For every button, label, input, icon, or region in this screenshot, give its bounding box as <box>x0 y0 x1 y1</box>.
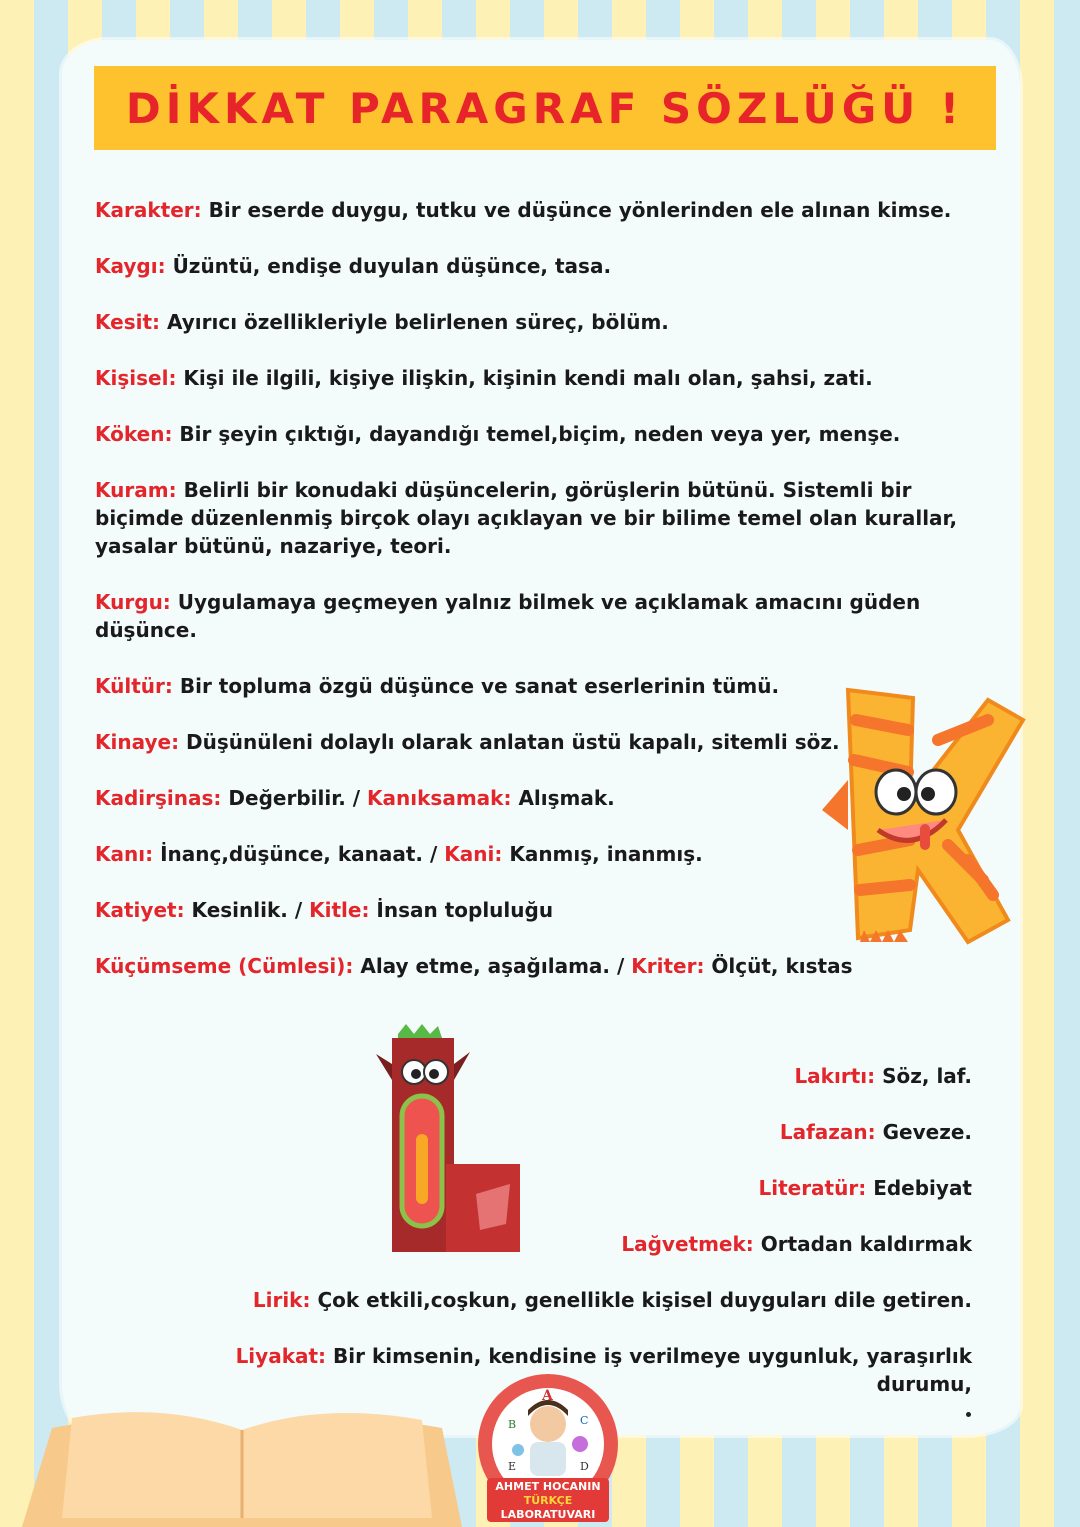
letter-k-monster-illustration <box>818 680 1028 950</box>
entry-term: Kriter: <box>631 954 705 978</box>
glossary-entry <box>95 308 975 336</box>
glossary-entry <box>95 476 975 560</box>
badge-label <box>487 1478 609 1522</box>
entry-definition: Ortadan kaldırmak <box>760 1232 972 1256</box>
badge-line: AHMET HOCANIN <box>495 1480 601 1493</box>
entry-term: Lafazan: <box>779 1120 876 1144</box>
entry-definition: Söz, laf. <box>882 1064 972 1088</box>
badge-letter: B <box>508 1418 517 1431</box>
glossary-entry <box>95 252 975 280</box>
entry-definition: Alay etme, aşağılama. / <box>360 954 632 978</box>
glossary-entry <box>212 1118 972 1146</box>
entry-definition: Edebiyat <box>873 1176 972 1200</box>
entry-term: Kinaye: <box>95 730 180 754</box>
entry-term: Kültür: <box>95 674 173 698</box>
entry-definition: Kişi ile ilgili, kişiye ilişkin, kişinin kendi malı olan, şahsi, zati. <box>183 366 873 390</box>
entry-definition: Uygulamaya geçmeyen yalnız bilmek ve açıklamak amacını güden düşünce. <box>95 590 921 642</box>
glossary-entry <box>212 1062 972 1090</box>
entry-term: Kurgu: <box>95 590 171 614</box>
entry-definition: Kesinlik. / <box>191 898 310 922</box>
glossary-entry <box>95 196 975 224</box>
entry-term: Köken: <box>95 422 173 446</box>
badge-letter: E <box>508 1460 517 1473</box>
open-book-illustration <box>22 1408 462 1527</box>
entry-term: Karakter: <box>95 198 202 222</box>
entry-definition: Ölçüt, kıstas <box>711 954 853 978</box>
badge-letter: C <box>580 1414 589 1427</box>
entry-term: Lakırtı: <box>794 1064 876 1088</box>
entry-definition: Bir kimsenin, kendisine iş verilmeye uygunluk, yaraşırlık durumu, <box>333 1344 972 1396</box>
badge-letter: A <box>542 1388 553 1404</box>
entry-term: Lağvetmek: <box>621 1232 754 1256</box>
glossary-entry <box>95 588 975 644</box>
entry-definition: Bir eserde duygu, tutku ve düşünce yönlerinden ele alınan kimse. <box>208 198 952 222</box>
entry-term: Kitle: <box>309 898 370 922</box>
entry-term: Kani: <box>444 842 503 866</box>
entry-term: Lirik: <box>252 1288 311 1312</box>
badge-line: TÜRKÇE <box>523 1494 573 1507</box>
entry-definition: Üzüntü, endişe duyulan düşünce, tasa. <box>172 254 612 278</box>
entry-definition: Çok etkili,coşkun, genellikle kişisel duyguları dile getiren. <box>317 1288 972 1312</box>
entry-definition: Geveze. <box>882 1120 972 1144</box>
entry-definition: Düşünüleni dolaylı olarak anlatan üstü kapalı, sitemli söz. <box>186 730 840 754</box>
entry-definition: Bir topluma özgü düşünce ve sanat eserlerinin tümü. <box>179 674 780 698</box>
entry-term: Kişisel: <box>95 366 177 390</box>
entry-definition: İnsan topluluğu <box>376 898 554 922</box>
badge-line: LABORATUVARI <box>500 1508 596 1521</box>
entry-definition: Bir şeyin çıktığı, dayandığı temel,biçim, neden veya yer, menşe. <box>179 422 901 446</box>
entry-term: Kaygı: <box>95 254 166 278</box>
glossary-entry <box>95 420 975 448</box>
entry-term: Kesit: <box>95 310 161 334</box>
entry-term: Kadirşinas: <box>95 786 222 810</box>
entry-definition: Alışmak. <box>518 786 615 810</box>
entry-term: Kanıksamak: <box>367 786 512 810</box>
entry-term: Kuram: <box>95 478 177 502</box>
entry-term: Literatür: <box>758 1176 867 1200</box>
entry-definition: Ayırıcı özellikleriyle belirlenen süreç, bölüm. <box>167 310 669 334</box>
entry-definition: Kanmış, inanmış. <box>509 842 703 866</box>
decorative-dot <box>966 1412 971 1417</box>
entry-term: Kanı: <box>95 842 154 866</box>
entry-term: Küçümseme (Cümlesi): <box>95 954 354 978</box>
page-title: DİKKAT PARAGRAF SÖZLÜĞÜ ! <box>125 83 965 133</box>
entry-definition: Belirli bir konudaki düşüncelerin, görüşlerin bütünü. Sistemli bir biçimde düzenlenmiş birçok olayı açıklayan ve bir bilime temel olan kurallar, yasalar bütünü, nazariye, teori. <box>95 478 958 558</box>
glossary-pair <box>95 952 975 980</box>
glossary-entry <box>212 1286 972 1314</box>
entry-definition: İnanç,düşünce, kanaat. / <box>160 842 445 866</box>
entry-term: Liyakat: <box>235 1344 327 1368</box>
glossary-entry <box>212 1174 972 1202</box>
entry-term: Katiyet: <box>95 898 185 922</box>
entry-definition: Değerbilir. / <box>228 786 368 810</box>
glossary-entry <box>95 364 975 392</box>
title-banner <box>94 66 996 150</box>
badge-letter: D <box>580 1460 589 1473</box>
glossary-entry <box>212 1230 972 1258</box>
